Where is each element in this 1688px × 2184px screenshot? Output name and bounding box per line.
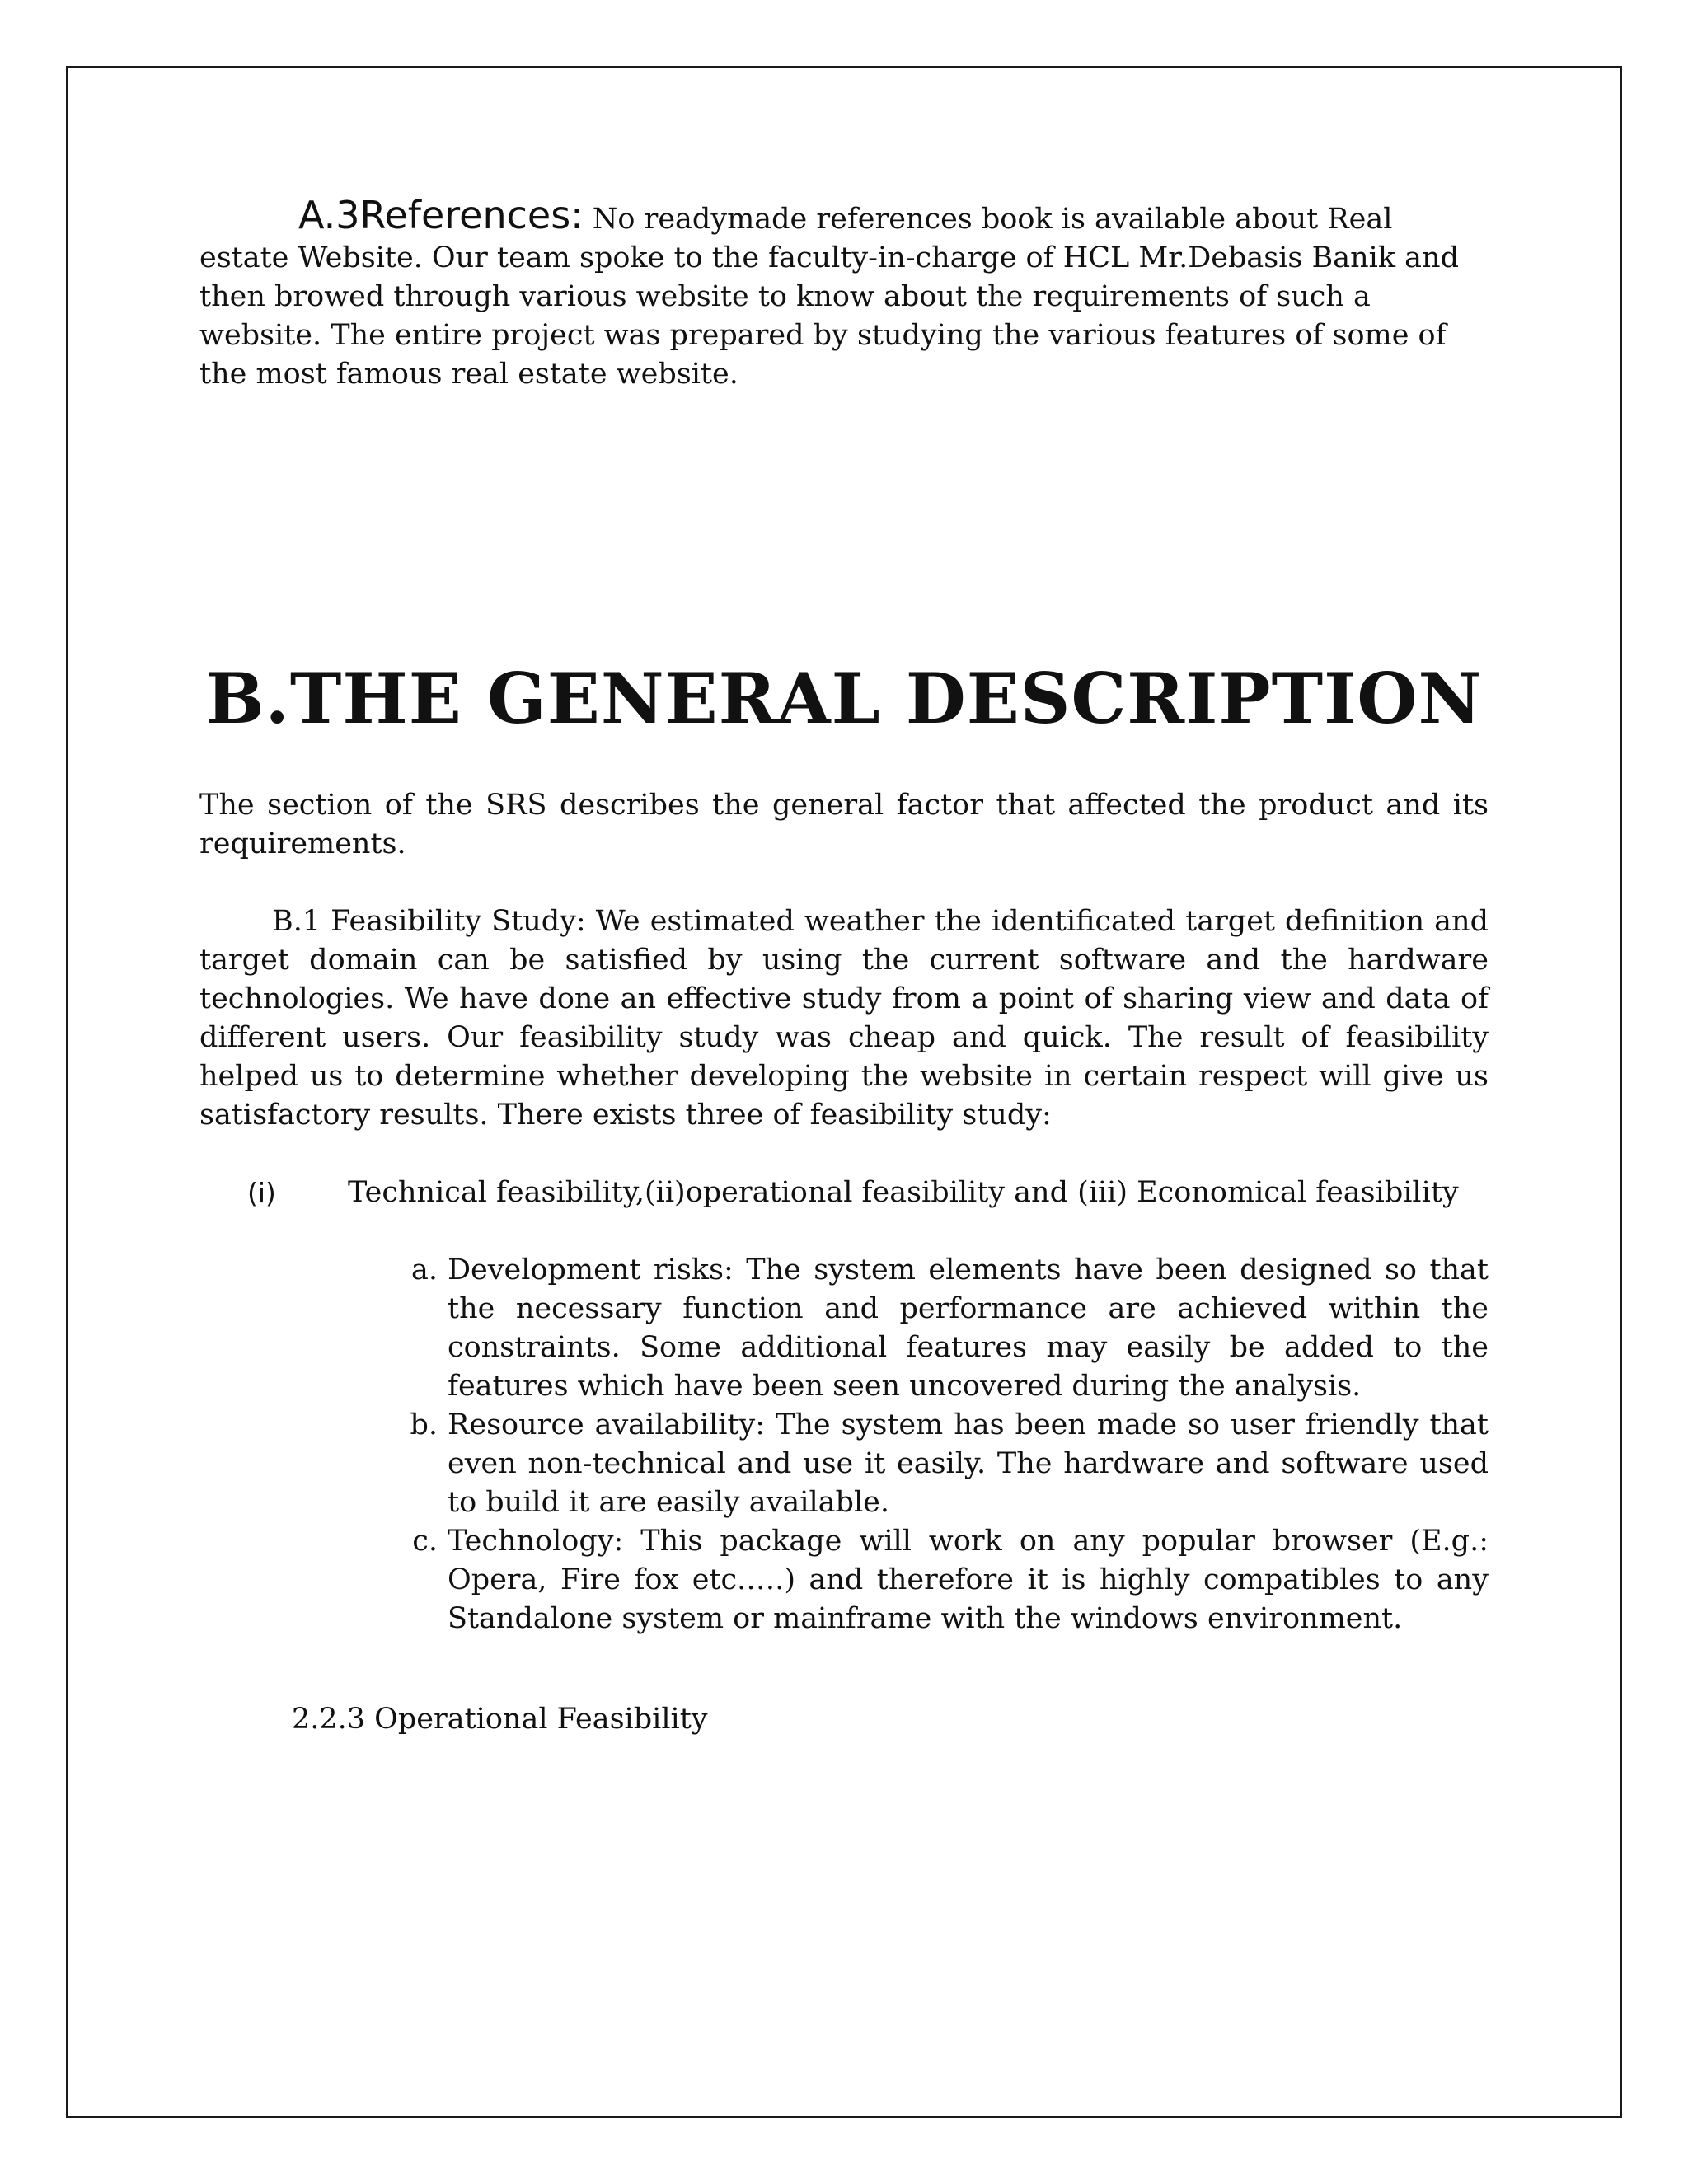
list-marker: b. xyxy=(410,1408,438,1442)
feasibility-sub-list xyxy=(199,1251,1489,1638)
references-heading: A.3References: xyxy=(298,193,584,237)
list-item-text: Resource availability: The system has been made so user friendly that even non-technical and use it easily. The hardware and software used to build it are easily available. xyxy=(448,1408,1489,1520)
list-item xyxy=(398,1406,1489,1522)
list-item xyxy=(398,1522,1489,1638)
list-marker: a. xyxy=(411,1254,438,1287)
references-text: No readymade references book is available about Real estate Website. Our team spoke to the faculty-in-charge of HCL Mr.Debasis Banik and then browed through various website to know about the requirements of such a website. The entire project was prepared by studying the various features of some of the most famous real estate website. xyxy=(199,203,1459,391)
intro-paragraph: The section of the SRS describes the general factor that affected the product and its requirements. xyxy=(199,789,1489,861)
list-item xyxy=(398,1251,1489,1406)
section-title: B.THE GENERAL DESCRIPTION xyxy=(205,658,1483,739)
feasibility-study-paragraph: B.1 Feasibility Study: We estimated weather the identificated target definition and target domain can be satisfied by using the current software and the hardware technologies. We have done an effective study from a point of sharing view and data of different users. Our feasibility study was cheap and quick. The result of feasibility helped us to determine whether developing the website in certain respect will give us satisfactory results. There exists three of feasibility study: xyxy=(199,905,1489,1132)
references-paragraph xyxy=(199,193,1489,394)
numbered-list-item xyxy=(199,1174,1489,1212)
list-marker: (i) xyxy=(247,1177,276,1210)
document-body xyxy=(199,193,1489,1739)
list-item-text: Development risks: The system elements have been designed so that the necessary function and performance are achieved within the constraints. Some additional features may easily be added to the features which have been seen uncovered during the analysis. xyxy=(448,1254,1489,1404)
list-marker: c. xyxy=(412,1525,438,1558)
list-item-text: Technology: This package will work on any popular browser (E.g.: Opera, Fire fox etc.….) and therefore it is highly compatibles to any Standalone system or mainframe with the windows environment. xyxy=(448,1525,1489,1636)
list-item-text: Technical feasibility,(ii)operational feasibility and (iii) Economical feasibility xyxy=(348,1176,1459,1210)
subsection-heading: 2.2.3 Operational Feasibility xyxy=(292,1703,708,1736)
